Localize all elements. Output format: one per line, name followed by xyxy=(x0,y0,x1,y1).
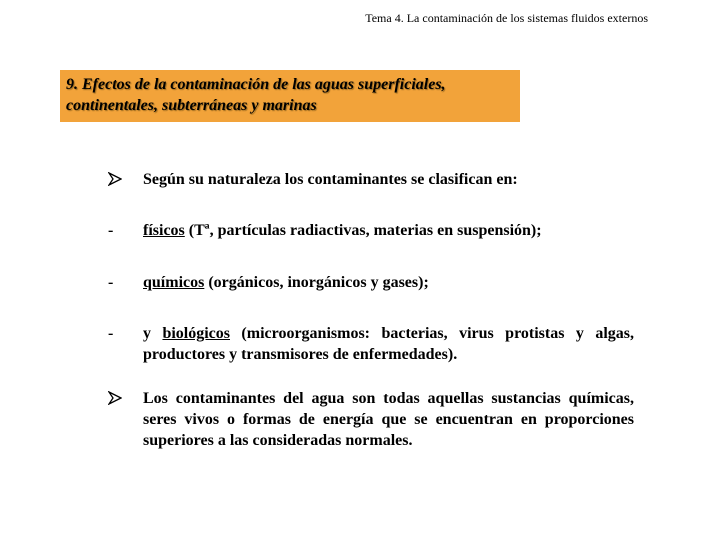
term-fisicos: físicos xyxy=(143,222,185,239)
page-header: Tema 4. La contaminación de los sistemas fluidos externos xyxy=(365,11,648,25)
arrow-bullet-icon xyxy=(108,388,132,405)
dash-marker: - xyxy=(108,325,114,342)
arrow-bullet-icon xyxy=(108,169,132,186)
term-description: (orgánicos, inorgánicos y gases); xyxy=(204,274,429,291)
term-quimicos: químicos xyxy=(143,274,205,291)
bullet-text: Los contaminantes del agua son todas aquellas sustancias químicas, seres vivos o formas de energía que se encuentran en proporciones superiores a las consideradas normales. xyxy=(143,390,634,449)
section-title-box xyxy=(60,70,520,122)
bullet-item-classification xyxy=(108,169,634,190)
dash-item-quimicos xyxy=(108,272,634,293)
section-title-line-1: 9. Efectos de la contaminación de las aguas superficiales, xyxy=(66,76,446,93)
dash-item-fisicos xyxy=(108,220,634,241)
dash-marker: - xyxy=(108,274,114,291)
bullet-item-definition xyxy=(108,388,634,451)
bullet-text: Según su naturaleza los contaminantes se clasifican en: xyxy=(143,171,518,188)
term-description: (microorganismos: bacterias, virus protistas y algas, productores y transmisores de enfermedades). xyxy=(143,325,634,363)
dash-item-biologicos xyxy=(108,323,634,365)
section-title-line-2: continentales, subterráneas y marinas xyxy=(66,97,317,114)
term-description: (Tª, partículas radiactivas, materias en suspensión); xyxy=(184,222,542,239)
dash-marker: - xyxy=(108,222,114,239)
term-biologicos: biológicos xyxy=(162,325,230,342)
term-prefix: y xyxy=(143,325,163,342)
